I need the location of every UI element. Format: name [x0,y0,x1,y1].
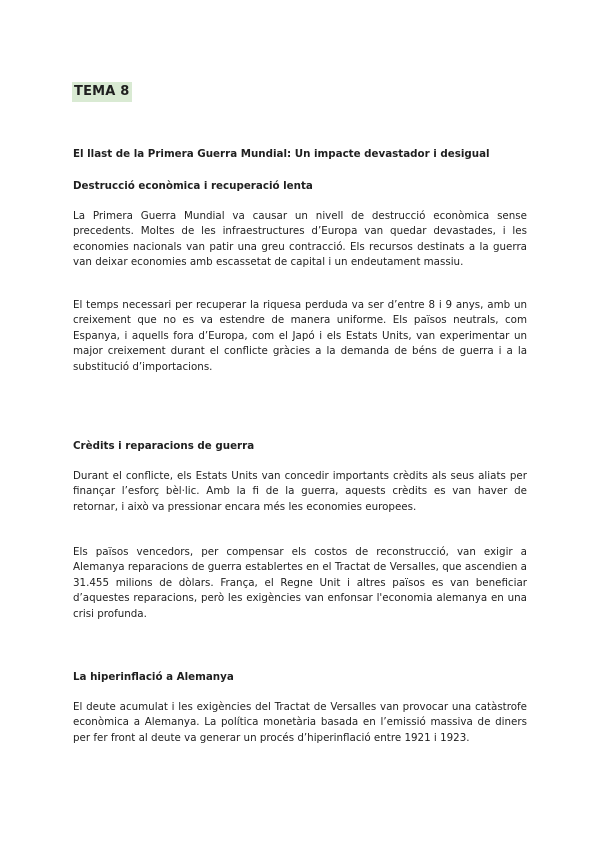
section-heading: Destrucció econòmica i recuperació lenta [73,180,313,192]
paragraph: Els països vencedors, per compensar els costos de reconstrucció, van exigir a Alemanya reparacions de guerra establertes en el Tractat de Versalles, que ascendien a 31.455 milions de dòlars. França, el Regne Unit i altres països es van beneficiar d’aquestes reparacions, però les exigències van enfonsar l'economia alemanya en una crisi profunda. [73,546,527,620]
section-heading: Crèdits i reparacions de guerra [73,440,255,452]
section-heading: La hiperinflació a Alemanya [73,671,234,683]
topic-label: TEMA 8 [72,82,132,102]
paragraph: El temps necessari per recuperar la riquesa perduda va ser d’entre 8 i 9 anys, amb un creixement que no es va estendre de manera uniforme. Els països neutrals, com Espanya, i aquells fora d’Europa, com el Japó i els Estats Units, van experimentar un major creixement durant el conflicte gràcies a la demanda de béns de guerra i a la substitució d’importacions. [73,299,527,373]
paragraph: La Primera Guerra Mundial va causar un nivell de destrucció econòmica sense precedents. Moltes de les infraestructures d’Europa van quedar devastades, i les economies nacionals van patir una greu contracció. Els recursos destinats a la guerra van deixar economies amb escassetat de capital i un endeutament massiu. [73,210,527,269]
paragraph: El deute acumulat i les exigències del Tractat de Versalles van provocar una catàstrofe econòmica a Alemanya. La política monetària basada en l’emissió massiva de diners per fer front al deute va generar un procés d’hiperinflació entre 1921 i 1923. [73,701,527,744]
main-title: El llast de la Primera Guerra Mundial: Un impacte devastador i desigual [73,148,490,160]
paragraph: Durant el conflicte, els Estats Units van concedir importants crèdits als seus aliats per finançar l’esforç bèl·lic. Amb la fi de la guerra, aquests crèdits es van haver de retornar, i això va pressionar encara més les economies europees. [73,470,527,513]
